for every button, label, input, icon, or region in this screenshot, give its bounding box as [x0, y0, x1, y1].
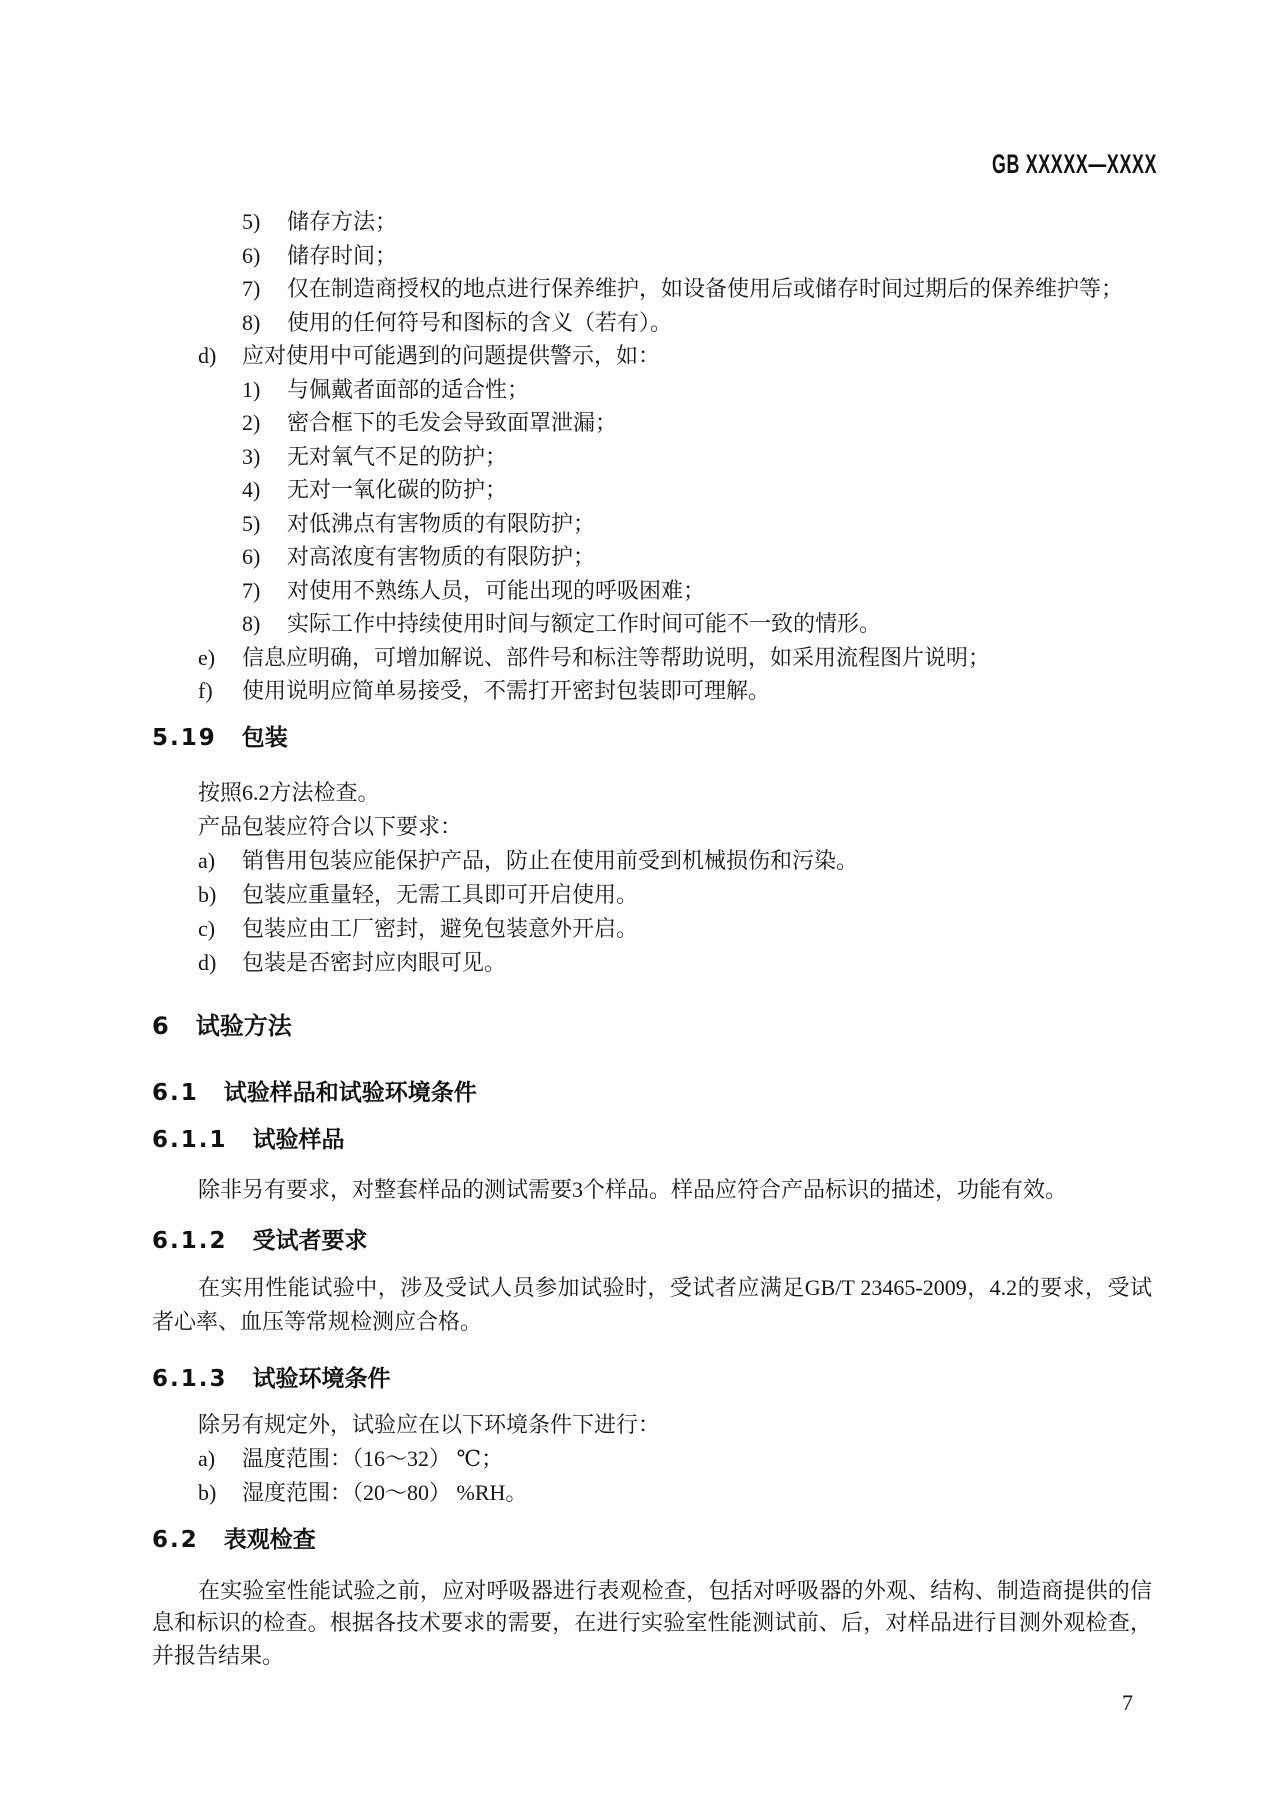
list-item-marker: f) [198, 678, 213, 703]
list-item-marker: a) [198, 847, 216, 873]
list-item-text: 实际工作中持续使用时间与额定工作时间可能不一致的情形。 [287, 611, 882, 636]
clause-title: 试验样品 [252, 1126, 345, 1153]
chapter-heading-6 [152, 1010, 1152, 1042]
clause-5-18-continued-list [152, 205, 1152, 708]
clause-title: 受试者要求 [252, 1227, 368, 1254]
list-item-text: 包装应由工厂密封，避免包装意外开启。 [242, 915, 639, 941]
list-item [152, 946, 1152, 980]
list-item-text: 储存时间； [287, 242, 398, 268]
list-item-text: 无对氧气不足的防护； [287, 443, 508, 469]
list-item [152, 239, 1152, 273]
clause-number: 6.1.3 [152, 1365, 228, 1392]
list-item [152, 1476, 1152, 1510]
list-item-marker: d) [198, 343, 217, 368]
list-item-marker: 4) [242, 477, 261, 502]
clause-title: 试验样品和试验环境条件 [223, 1079, 477, 1106]
list-item [152, 272, 1152, 306]
page-content [152, 205, 1152, 1672]
list-item-marker: 6) [242, 242, 261, 268]
clause-heading-6-1-1 [152, 1125, 1152, 1155]
list-item-text: 对高浓度有害物质的有限防护； [287, 544, 596, 569]
list-item [152, 406, 1152, 440]
list-item-text: 湿度范围：（20～80） %RH。 [242, 1479, 528, 1505]
clause-title: 试验方法 [195, 1011, 292, 1040]
paragraph: 按照6.2方法检查。 [198, 779, 380, 805]
list-item-text: 信息应明确，可增加解说、部件号和标注等帮助说明，如采用流程图片说明； [242, 644, 991, 670]
paragraph: 在实用性能试验中，涉及受试人员参加试验时，受试者应满足GB/T 23465-2009，4.2的要求，受试者心率、血压等常规检测应合格。 [152, 1274, 1152, 1334]
paragraph: 除另有规定外，试验应在以下环境条件下进行： [198, 1411, 661, 1437]
list-item [152, 373, 1152, 407]
list-item [152, 641, 1152, 675]
list-item-marker: 8) [242, 611, 261, 636]
list-item-marker: d) [198, 949, 217, 975]
list-item-text: 应对使用中可能遇到的问题提供警示，如： [242, 343, 661, 368]
list-item-marker: 7) [242, 276, 261, 301]
list-item-marker: b) [198, 1479, 217, 1505]
list-item-marker: 5) [242, 510, 261, 536]
list-item-marker: a) [198, 1445, 216, 1471]
clause-number: 6.1.2 [152, 1227, 228, 1254]
list-item [152, 205, 1152, 239]
standard-code-header: GB XXXXX—XXXX [991, 149, 1157, 179]
paragraph: 除非另有要求，对整套样品的测试需要3个样品。样品应符合产品标识的描述，功能有效。 [198, 1176, 1068, 1202]
list-item [152, 440, 1152, 474]
list-item-text: 储存方法； [287, 209, 398, 234]
list-item [152, 912, 1152, 946]
list-item-marker: 5) [242, 209, 261, 234]
list-item [152, 878, 1152, 912]
list-item-text: 仅在制造商授权的地点进行保养维护，如设备使用后或储存时间过期后的保养维护等； [287, 276, 1124, 301]
list-item-text: 使用的任何符号和图标的含义（若有）。 [287, 309, 673, 335]
paragraph: 在实验室性能试验之前，应对呼吸器进行表观检查，包括对呼吸器的外观、结构、制造商提供的信息和标识的检查。根据各技术要求的需要，在进行实验室性能测试前、后，对样品进行目测外观检查，并报告结果。 [152, 1577, 1152, 1668]
clause-title: 表观检查 [223, 1526, 316, 1553]
list-item-marker: 2) [242, 410, 261, 435]
list-item-text: 对使用不熟练人员，可能出现的呼吸困难； [287, 577, 706, 603]
list-item-text: 温度范围：（16～32） ℃； [242, 1445, 504, 1471]
list-item [152, 473, 1152, 507]
clause-heading-6-1 [152, 1078, 1152, 1108]
list-item [152, 507, 1152, 541]
list-item [152, 674, 1152, 708]
list-item-text: 与佩戴者面部的适合性； [287, 376, 530, 402]
clause-number: 6.1 [152, 1079, 199, 1106]
list-item [152, 1442, 1152, 1476]
list-item-marker: b) [198, 881, 217, 907]
list-item-marker: 6) [242, 544, 261, 569]
list-item-text: 对低沸点有害物质的有限防护； [287, 510, 596, 536]
list-item-marker: e) [198, 644, 216, 670]
list-item-marker: c) [198, 915, 216, 941]
clause-title: 试验环境条件 [252, 1365, 391, 1392]
list-item [152, 607, 1152, 641]
clause-heading-6-1-3 [152, 1364, 1152, 1394]
list-item-text: 包装是否密封应肉眼可见。 [242, 949, 507, 975]
clause-title: 包装 [241, 724, 288, 751]
list-item-marker: 3) [242, 443, 261, 469]
list-item [152, 540, 1152, 574]
clause-number: 6.2 [152, 1526, 199, 1553]
list-item-text: 无对一氧化碳的防护； [287, 477, 508, 502]
list-item-marker: 7) [242, 577, 261, 603]
page-number: 7 [1122, 1690, 1133, 1715]
clause-number: 5.19 [152, 724, 217, 751]
list-item-text: 使用说明应简单易接受，不需打开密封包装即可理解。 [242, 678, 771, 703]
clause-number: 6.1.1 [152, 1126, 228, 1153]
list-item [152, 574, 1152, 608]
clause-heading-6-2 [152, 1525, 1152, 1555]
paragraph: 产品包装应符合以下要求： [198, 813, 463, 839]
list-item-text: 密合框下的毛发会导致面罩泄漏； [287, 410, 618, 435]
list-item [152, 306, 1152, 340]
clause-6-1-3-body [152, 1408, 1152, 1510]
clause-number: 6 [152, 1011, 171, 1040]
list-item [152, 844, 1152, 878]
clause-heading-5-19 [152, 723, 1152, 753]
list-item [152, 339, 1152, 373]
list-item-text: 包装应重量轻，无需工具即可开启使用。 [242, 881, 639, 907]
list-item-marker: 8) [242, 309, 261, 335]
clause-heading-6-1-2 [152, 1226, 1152, 1256]
list-item-marker: 1) [242, 376, 261, 402]
list-item-text: 销售用包装应能保护产品，防止在使用前受到机械损伤和污染。 [242, 847, 859, 873]
clause-5-19-body [152, 776, 1152, 980]
